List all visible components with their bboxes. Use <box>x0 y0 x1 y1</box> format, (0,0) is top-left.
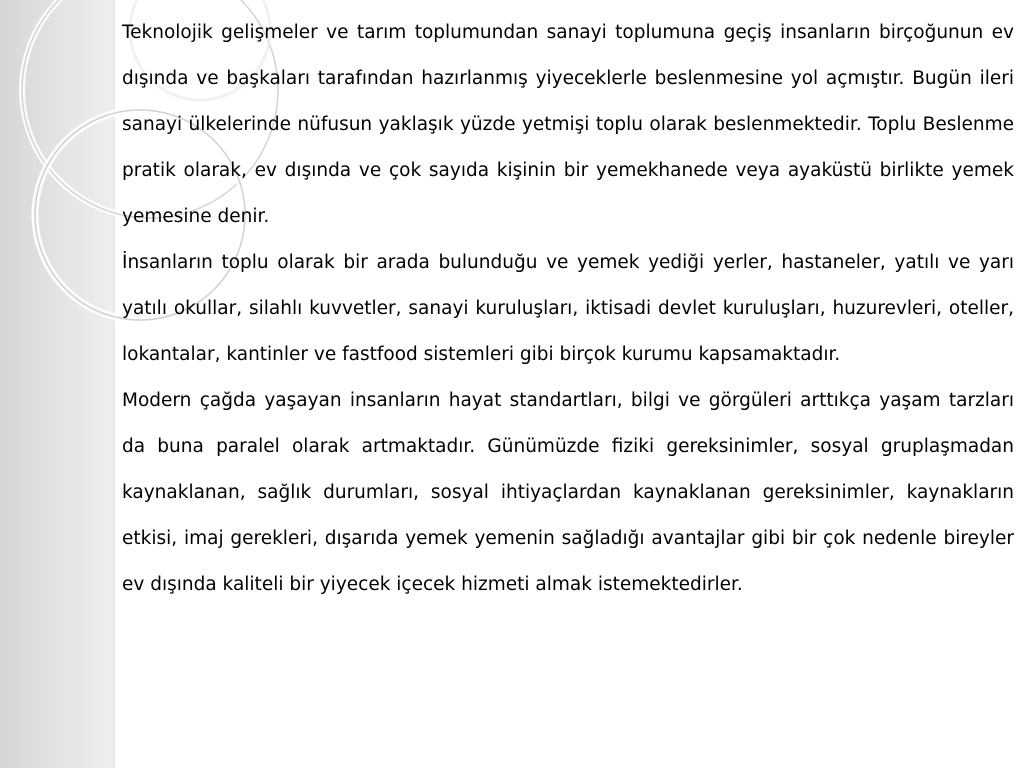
paragraph-3: Modern çağda yaşayan insanların hayat standartları, bilgi ve görgüleri arttıkça yaşam tarzları da buna paralel olarak artmaktadır. Günümüzde fiziki gereksinimler, sosyal gruplaşmadan kaynaklanan, sağlık durumları, sosyal ihtiyaçlardan kaynaklanan gereksinimler, kaynakların etkisi, imaj gerekleri, dışarıda yemek yemenin sağladığı avantajlar gibi bir çok nedenle bireyler ev dışında kaliteli bir yiyecek içecek hizmeti almak istemektedirler. <box>122 390 1014 595</box>
left-decorative-band <box>0 0 115 768</box>
paragraph-1: Teknolojik gelişmeler ve tarım toplumundan sanayi toplumuna geçiş insanların birçoğunun ev dışında ve başkaları tarafından hazırlanmış yiyeceklerle beslenmesine yol açmıştır. Bugün ileri sanayi ülkelerinde nüfusun yaklaşık yüzde yetmişi toplu olarak beslenmektedir. Toplu Beslenme pratik olarak, ev dışında ve çok sayıda kişinin bir yemekhanede veya ayaküstü birlikte yemek yemesine denir. <box>122 22 1014 227</box>
text-content <box>122 10 1014 608</box>
paragraph-2: İnsanların toplu olarak bir arada bulunduğu ve yemek yediği yerler, hastaneler, yatılı ve yarı yatılı okullar, silahlı kuvvetler, sanayi kuruluşları, iktisadi devlet kuruluşları, huzurevleri, oteller, lokantalar, kantinler ve fastfood sistemleri gibi birçok kurumu kapsamaktadır. <box>122 252 1014 365</box>
